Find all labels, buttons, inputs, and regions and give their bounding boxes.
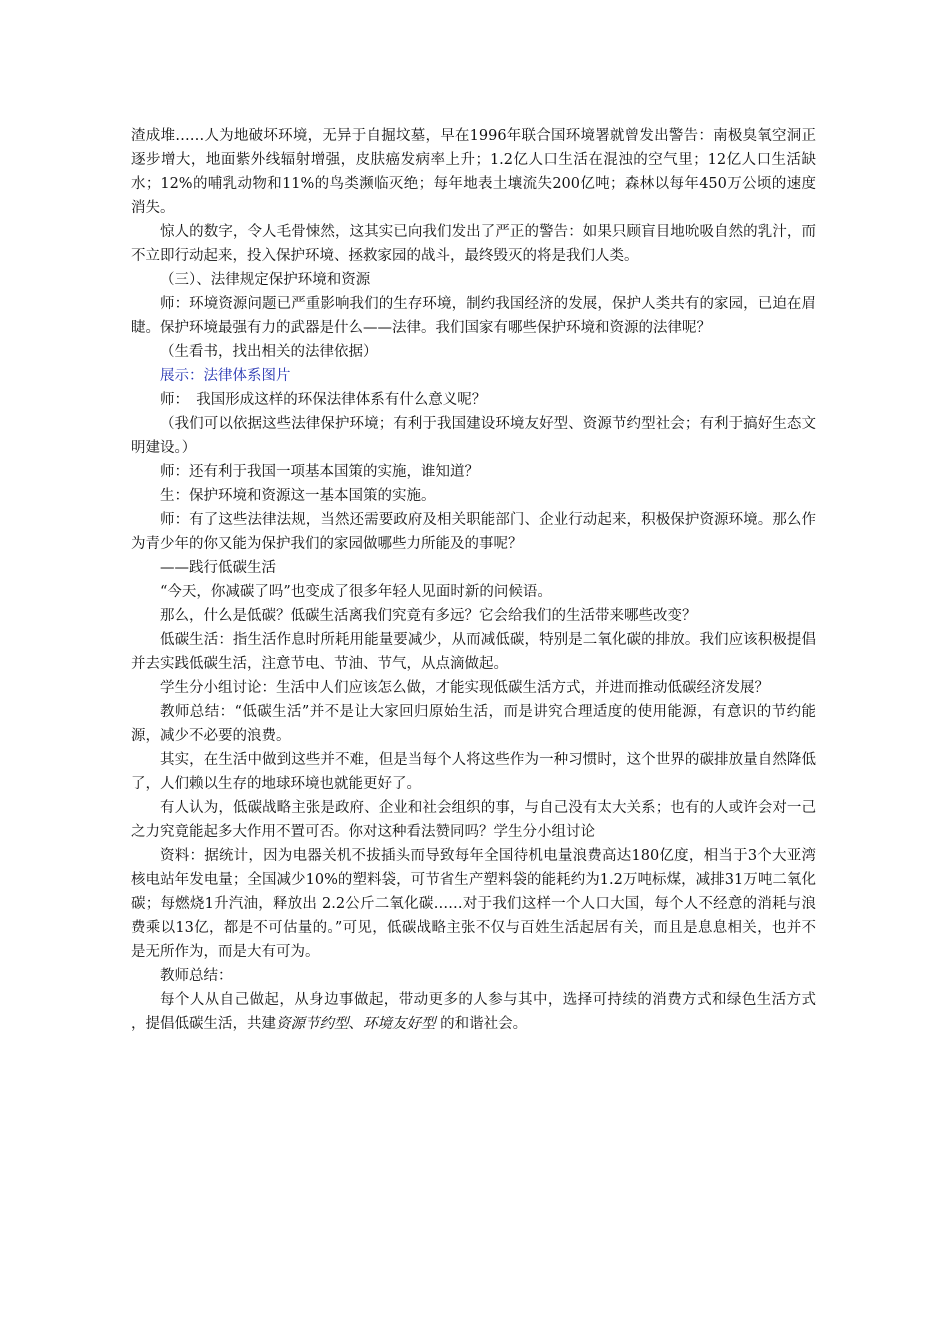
paragraph-alarming-numbers: 惊人的数字，令人毛骨悚然，这其实已向我们发出了严正的警告：如果只顾盲目地吮吸自然的乳汁，而不立即行动起来，投入保护环境、拯救家园的战斗，最终毁灭的将是我们人类。 — [131, 224, 816, 264]
paragraph-habit: 其实，在生活中做到这些并不难，但是当每个人将这些作为一种习惯时，这个世界的碳排放量自然降低了，人们赖以生存的地球环境也就能更好了。 — [131, 752, 816, 792]
closing-italic-environment-friendly: 环境友好型 — [363, 1016, 436, 1032]
paragraph-group-discussion: 学生分小组讨论：生活中人们应该怎么做，才能实现低碳生活方式，并进而推动低碳经济发展？ — [160, 680, 769, 696]
paragraph-teacher-summary-2: 教师总结： — [160, 968, 233, 984]
section-heading-law: （三）、法律规定保护环境和资源 — [160, 272, 371, 288]
closing-separator: 、 — [348, 1016, 363, 1032]
paragraph-environment-warning: 渣成堆……人为地破坏环境，无异于自掘坟墓，早在1996年联合国环境署就曾发出警告：南极臭氧空洞正逐步增大，地面紫外线辐射增强，皮肤癌发病率上升；1.2亿人口生活在混浊的空气里；12亿人口生活缺水；12%的哺乳动物和11%的鸟类濒临灭绝；每年地表土壤流失200亿吨；森林以每年450万公顷的速度消失。 — [131, 128, 816, 216]
paragraph-show-law-system: 展示：法律体系图片 — [160, 368, 291, 384]
closing-text-before: 每个人从自己做起，从身边事做起，带动更多的人参与其中，选择可持续的消费方式和绿色生活方式 ，提倡低碳生活，共建 — [131, 992, 816, 1032]
paragraph-teacher-summary-1: 教师总结：“低碳生活”并不是让大家回归原始生活，而是讲究合理适度的使用能源，有意识的节约能源，减少不必要的浪费。 — [131, 704, 816, 744]
paragraph-meaning-answer: （我们可以依据这些法律保护环境；有利于我国建设环境友好型、资源节约型社会；有利于搞好生态文明建设。） — [131, 416, 816, 456]
paragraph-teacher-meaning-question: 师： 我国形成这样的环保法律体系有什么意义呢？ — [160, 392, 487, 408]
paragraph-low-carbon-heading: ——践行低碳生活 — [160, 560, 276, 576]
paragraph-closing — [131, 988, 816, 1036]
paragraph-student-policy-answer: 生：保护环境和资源这一基本国策的实施。 — [160, 488, 436, 504]
paragraph-greeting: “今天，你减碳了吗”也变成了很多年轻人见面时新的问候语。 — [160, 584, 552, 600]
paragraph-low-carbon-definition: 低碳生活：指生活作息时所耗用能量要减少，从而减低碳，特别是二氧化碳的排放。我们应该积极提倡并去实践低碳生活，注意节电、节油、节气，从点滴做起。 — [131, 632, 816, 672]
paragraph-opinion-discussion: 有人认为，低碳战略主张是政府、企业和社会组织的事，与自己没有太大关系；也有的人或许会对一己之力究竟能起多大作用不置可否。你对这种看法赞同吗？学生分小组讨论 — [131, 800, 816, 840]
paragraph-student-reading: （生看书，找出相关的法律依据） — [160, 344, 378, 360]
paragraph-statistics-material: 资料：据统计，因为电器关机不拔插头而导致每年全国待机电量浪费高达180亿度，相当于3个大亚湾核电站年发电量；全国减少10%的塑料袋，可节省生产塑料袋的能耗约为1.2万吨标煤，减排31万吨二氧化碳；每燃烧1升汽油，释放出 2.2公斤二氧化碳……对于我们这样一个人口大国，每个人不经意的消耗与浪费乘以13亿，都是不可估量的。”可见，低碳战略主张不仅与百姓生活起居有关，而且是息息相关，也并不是无所作为，而是大有可为。 — [131, 848, 816, 960]
closing-italic-resource-saving: 资源节约型 — [276, 1016, 349, 1032]
document-body — [131, 124, 816, 1036]
closing-text-after: 的和谐社会。 — [435, 1016, 528, 1032]
paragraph-teacher-youth-question: 师：有了这些法律法规，当然还需要政府及相关职能部门、企业行动起来，积极保护资源环境。那么作为青少年的你又能为保护我们的家园做哪些力所能及的事呢？ — [131, 512, 816, 552]
paragraph-teacher-policy-question: 师：还有利于我国一项基本国策的实施，谁知道？ — [160, 464, 479, 480]
paragraph-teacher-law-question: 师：环境资源问题已严重影响我们的生存环境，制约我国经济的发展，保护人类共有的家园，已迫在眉睫。保护环境最强有力的武器是什么——法律。我们国家有哪些保护环境和资源的法律呢？ — [131, 296, 816, 336]
paragraph-low-carbon-questions: 那么，什么是低碳？低碳生活离我们究竟有多远？它会给我们的生活带来哪些改变？ — [160, 608, 697, 624]
